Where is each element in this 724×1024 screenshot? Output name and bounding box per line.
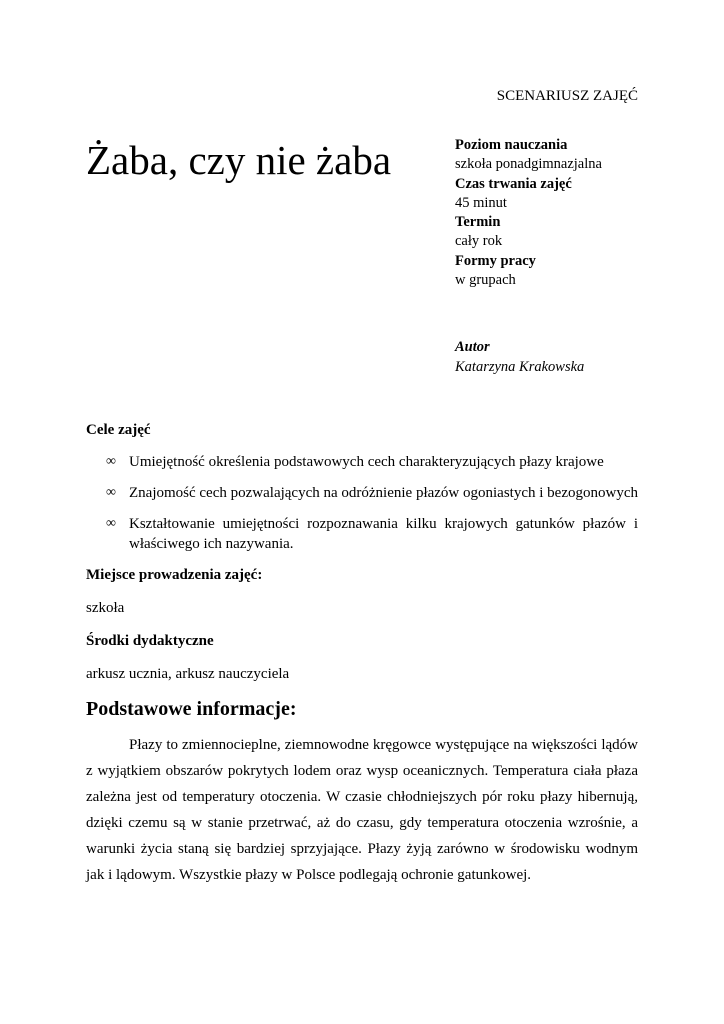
document-type-label: SCENARIUSZ ZAJĘĆ [496, 88, 638, 104]
document-title: Żaba, czy nie żaba [86, 137, 392, 183]
place-heading: Miejsce prowadzenia zajęć: [86, 567, 263, 583]
goal-text: Znajomość cech pozwalających na odróżnienie płazów ogoniastych i bezogonowych [129, 485, 638, 501]
term-label: Termin [455, 214, 501, 231]
infinity-bullet-icon: ∞ [106, 454, 116, 469]
place-value: szkoła [86, 600, 125, 616]
goal-item [86, 452, 638, 472]
goal-text: Umiejętność określenia podstawowych cech charakteryzujących płazy krajowe [129, 454, 604, 470]
infinity-bullet-icon: ∞ [106, 485, 116, 500]
work-forms-label: Formy pracy [455, 252, 536, 269]
goal-item [86, 514, 638, 554]
main-content [86, 420, 638, 888]
infinity-bullet-icon: ∞ [106, 516, 116, 531]
goals-heading: Cele zajęć [86, 422, 151, 438]
level-label: Poziom nauczania [455, 137, 568, 153]
resources-value: arkusz ucznia, arkusz nauczyciela [86, 666, 290, 682]
level-value: szkoła ponadgimnazjalna [455, 156, 602, 173]
duration-label: Czas trwania zajęć [455, 175, 572, 192]
author-block [455, 338, 584, 377]
term-value: cały rok [455, 233, 503, 250]
goal-text: Kształtowanie umiejętności rozpoznawania kilku krajowych gatunków płazów i właściwego ich nazywania. [129, 516, 638, 552]
lesson-meta [455, 136, 695, 290]
basic-info-paragraph: Płazy to zmiennocieplne, ziemnowodne kręgowce występujące na większości lądów z wyjątkiem obszarów pokrytych lodem oraz wysp oceanicznych. Temperatura ciała płaza zależna jest od temperatury otoczenia. W czasie chłodniejszych pór roku płazy hibernują, dzięki czemu są w stanie przetrwać, aż do czasu, gdy temperatura otoczenia wzrośnie, a warunki życia staną się bardziej sprzyjające. Płazy żyją zarówno w środowisku wodnym jak i lądowym. Wszystkie płazy w Polsce podlegają ochronie gatunkowej. [86, 737, 638, 883]
author-name: Katarzyna Krakowska [455, 358, 585, 375]
duration-value: 45 minut [455, 194, 507, 211]
goals-list [86, 452, 638, 554]
basic-info-heading: Podstawowe informacje: [86, 698, 297, 720]
work-forms-value: w grupach [455, 272, 516, 289]
goal-item [86, 483, 638, 503]
resources-heading: Środki dydaktyczne [86, 633, 214, 649]
author-label: Autor [455, 339, 490, 355]
